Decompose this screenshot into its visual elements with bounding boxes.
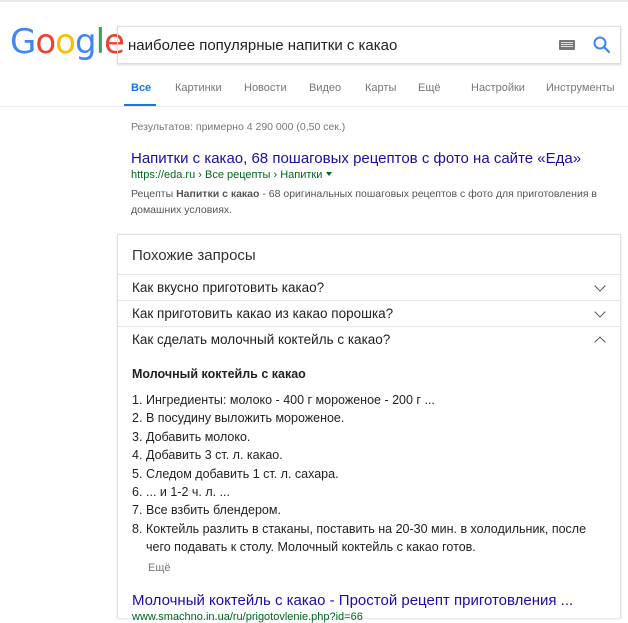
answer-source-link[interactable]: Молочный коктейль с какао - Простой рецепт приготовления ... xyxy=(132,592,574,609)
answer-steps xyxy=(132,391,612,557)
result-title-link[interactable]: Напитки с какао, 68 пошаговых рецептов с фото на сайте «Еда» xyxy=(131,150,582,167)
logo-letter: o xyxy=(55,22,75,62)
snippet-text: - 68 оригинальных пошаговых рецептов с фото для приготовления в домашних условиях. xyxy=(131,188,597,216)
related-questions-title: Похожие запросы xyxy=(132,247,256,264)
list-item: 6. ... и 1-2 ч. л. ... xyxy=(132,485,231,500)
step-text: Следом добавить 1 ст. л. сахара. xyxy=(146,466,339,481)
related-question-row-expanded[interactable] xyxy=(118,326,620,353)
step-text: Коктейль разлить в стаканы, поставить на 20-30 мин. в холодильник, после чего подавать к столу. Молочный коктейль с какао готов. xyxy=(146,521,587,555)
list-item: 1. Ингредиенты: молоко - 400 г мороженое - 200 г ... xyxy=(132,393,435,407)
search-tabs xyxy=(0,82,628,108)
result-snippet xyxy=(131,186,601,218)
logo-letter: e xyxy=(104,22,124,62)
related-question-row[interactable] xyxy=(118,274,620,301)
snippet-bold: Напитки с какао xyxy=(176,188,260,200)
logo-letter: g xyxy=(74,22,96,62)
step-text: В посудину выложить мороженое. xyxy=(146,411,345,426)
tab-video[interactable]: Видео xyxy=(309,82,342,94)
related-questions-box xyxy=(117,234,621,623)
list-item: 7. Все взбить блендером. xyxy=(132,503,281,518)
tabs-divider xyxy=(0,106,628,107)
step-text: Ингредиенты: молоко - 400 г мороженое - 200 г ... xyxy=(146,393,435,407)
chevron-up-icon[interactable] xyxy=(594,336,605,347)
top-border xyxy=(0,0,628,2)
result-url-text: https://eda.ru › Все рецепты › Напитки xyxy=(131,169,323,181)
list-item: 3. Добавить молоко. xyxy=(132,429,251,444)
chevron-down-icon[interactable] xyxy=(594,306,605,317)
keyboard-icon[interactable] xyxy=(559,40,575,50)
tab-all[interactable]: Все xyxy=(131,82,152,94)
search-input[interactable]: наиболее популярные напитки с какао xyxy=(128,37,398,54)
tab-images[interactable]: Картинки xyxy=(175,82,222,94)
list-item: 2. В посудину выложить мороженое. xyxy=(132,411,345,426)
related-question-row[interactable] xyxy=(118,300,620,327)
question-text: Как вкусно приготовить какао? xyxy=(132,280,325,295)
list-item: 4. Добавить 3 ст. л. какао. xyxy=(132,448,283,463)
tab-news[interactable]: Новости xyxy=(244,82,287,94)
tab-maps[interactable]: Карты xyxy=(365,82,397,94)
chevron-down-icon[interactable] xyxy=(594,280,605,291)
tab-settings[interactable]: Настройки xyxy=(471,82,525,94)
url-dropdown-icon[interactable] xyxy=(326,172,332,176)
tab-more[interactable]: Ещё xyxy=(418,82,441,94)
step-text: ... и 1-2 ч. л. ... xyxy=(146,485,231,500)
question-text: Как сделать молочный коктейль с какао? xyxy=(132,332,391,347)
step-text: Добавить молоко. xyxy=(146,429,251,444)
question-text: Как приготовить какао из какао порошка? xyxy=(132,306,394,321)
list-item: 8. Коктейль разлить в стаканы, поставить на 20-30 мин. в холодильник, после чего подавать к столу. Молочный коктейль с какао готов. xyxy=(132,521,587,555)
answer-title: Молочный коктейль с какао xyxy=(132,367,306,381)
result-url xyxy=(131,169,332,181)
logo-letter: o xyxy=(35,22,56,62)
snippet-text: Рецепты xyxy=(131,188,177,200)
answer-source-url: www.smachno.in.ua/ru/prigotovlenie.php?id=66 xyxy=(132,611,363,623)
result-stats: Результатов: примерно 4 290 000 (0,50 сек.) xyxy=(131,121,346,133)
search-box[interactable] xyxy=(117,26,621,64)
step-text: Добавить 3 ст. л. какао. xyxy=(146,448,283,463)
search-icon[interactable] xyxy=(592,35,612,55)
list-item: 5. Следом добавить 1 ст. л. сахара. xyxy=(132,466,339,481)
more-link[interactable]: Ещё xyxy=(148,562,171,574)
logo-letter: l xyxy=(95,22,105,62)
step-text: Все взбить блендером. xyxy=(146,503,281,518)
logo-letter: G xyxy=(10,22,36,62)
tab-tools[interactable]: Инструменты xyxy=(546,82,615,94)
google-logo[interactable] xyxy=(10,22,124,62)
